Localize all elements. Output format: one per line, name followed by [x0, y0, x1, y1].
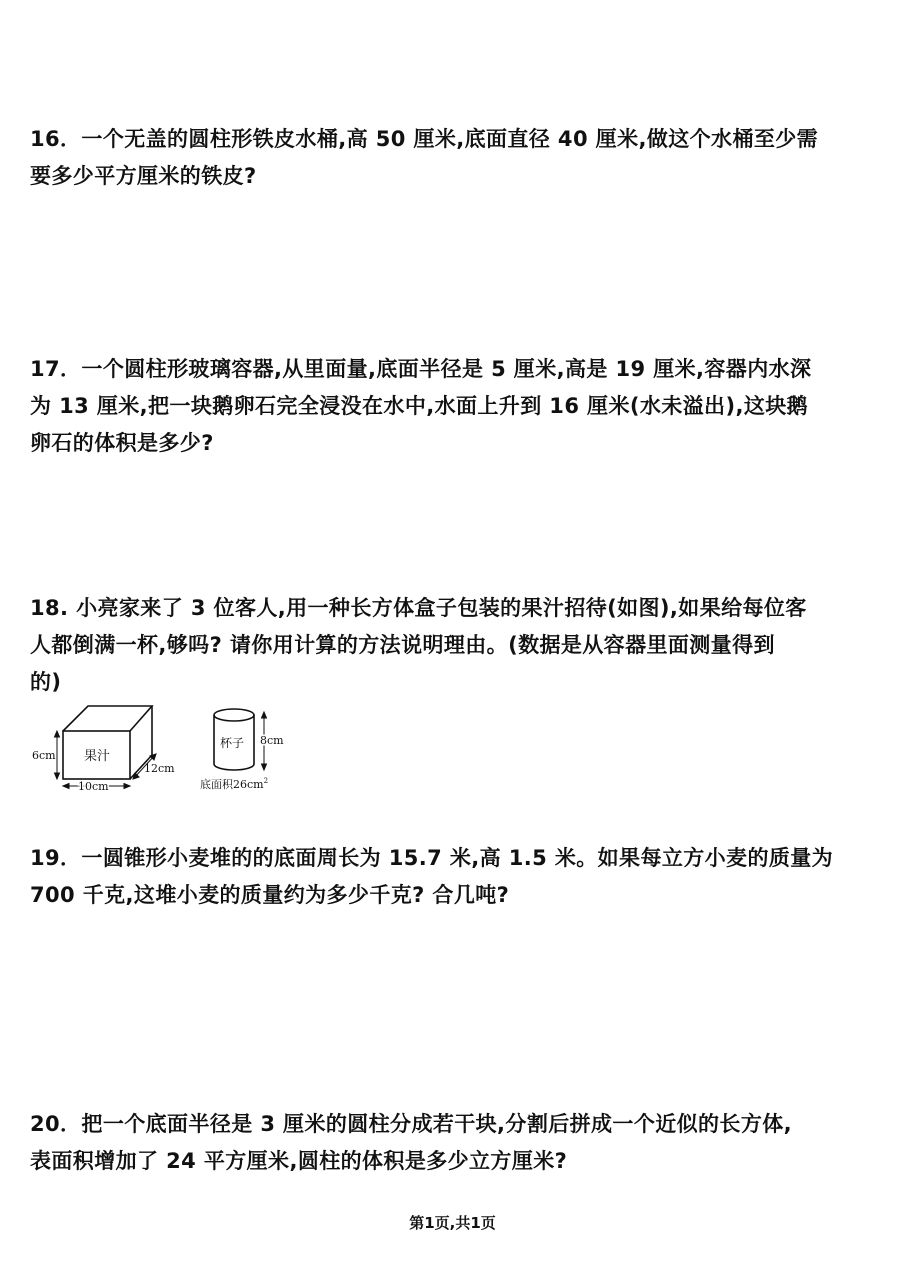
question-16 — [30, 121, 890, 195]
box-depth-label: 12cm — [144, 762, 175, 775]
question-18-line-1: 18. 小亮家来了 3 位客人,用一种长方体盒子包装的果汁招待(如图),如果给每位客 — [30, 596, 807, 620]
box-height-label: 6cm — [32, 749, 56, 762]
juice-box-diagram — [63, 706, 152, 779]
question-19-line-2: 700 千克,这堆小麦的质量约为多少千克? 合几吨? — [30, 883, 510, 907]
question-16-line-2: 要多少平方厘米的铁皮? — [30, 164, 257, 188]
question-20-line-2: 表面积增加了 24 平方厘米,圆柱的体积是多少立方厘米? — [30, 1149, 568, 1173]
question-18-line-3: 的) — [30, 670, 62, 694]
question-16-line-1: 16．一个无盖的圆柱形铁皮水桶,高 50 厘米,底面直径 40 厘米,做这个水桶至少需 — [30, 127, 819, 151]
cup-height-label: 8cm — [260, 734, 284, 747]
question-20 — [30, 1106, 890, 1180]
box-label: 果汁 — [84, 749, 111, 764]
question-18-line-2: 人都倒满一杯,够吗? 请你用计算的方法说明理由。(数据是从容器里面测量得到 — [30, 633, 775, 657]
question-17 — [30, 351, 890, 462]
cup-label: 杯子 — [220, 736, 245, 750]
question-17-line-3: 卵石的体积是多少? — [30, 431, 214, 455]
question-19 — [30, 840, 890, 914]
question-17-line-1: 17．一个圆柱形玻璃容器,从里面量,底面半径是 5 厘米,高是 19 厘米,容器内水深 — [30, 357, 812, 381]
question-19-line-1: 19．一圆锥形小麦堆的的底面周长为 15.7 米,高 1.5 米。如果每立方小麦的质量为 — [30, 846, 834, 870]
question-20-line-1: 20．把一个底面半径是 3 厘米的圆柱分成若干块,分割后拼成一个近似的长方体, — [30, 1112, 793, 1136]
question-18-figure — [30, 700, 300, 800]
page-footer: 第1页,共1页 — [409, 1214, 496, 1232]
question-18 — [30, 590, 890, 701]
question-17-line-2: 为 13 厘米,把一块鹅卵石完全浸没在水中,水面上升到 16 厘米(水未溢出),这块鹅 — [30, 394, 809, 418]
cup-base-area-label: 底面积$26cm^2$ — [200, 777, 269, 791]
box-width-label: 10cm — [78, 780, 109, 793]
